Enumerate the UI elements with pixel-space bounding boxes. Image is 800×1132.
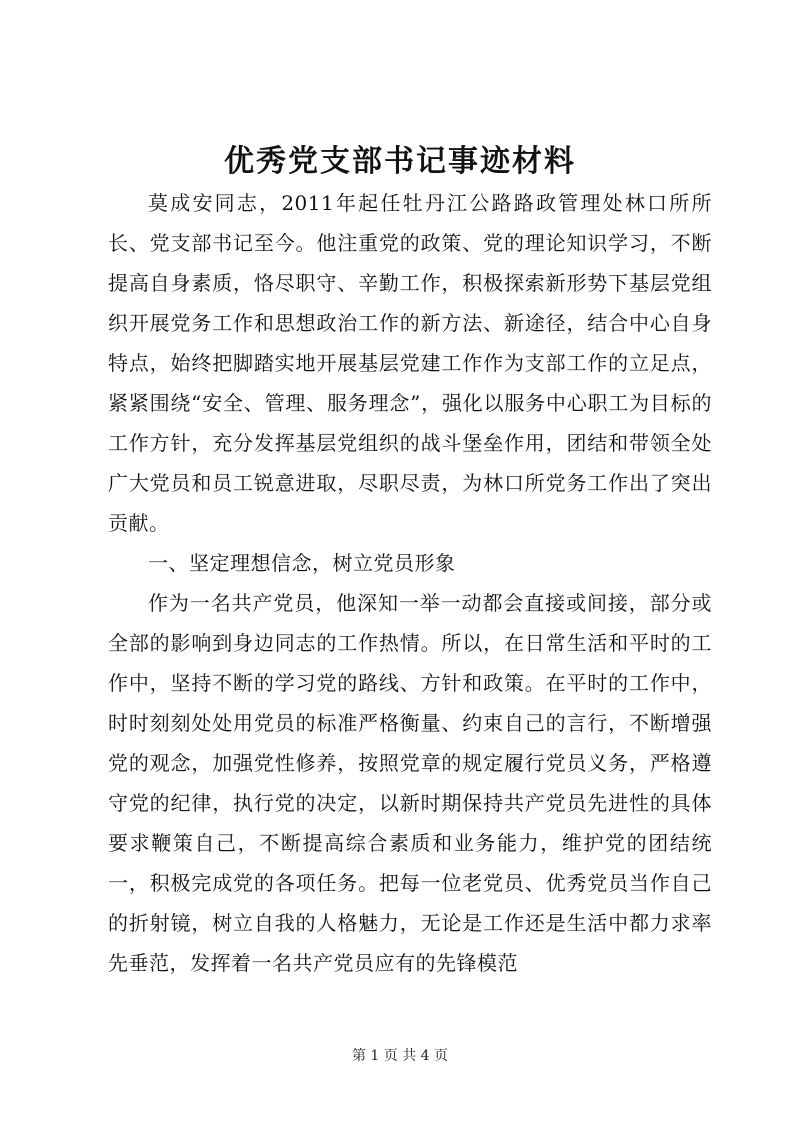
- intro-paragraph: 莫成安同志，2011年起任牡丹江公路路政管理处林口所所长、党支部书记至今。他注重党的政策、党的理论知识学习，不断提高自身素质，恪尽职守、辛勤工作，积极探索新形势下基层党组织开展党务工作和思想政治工作的新方法、新途径，结合中心自身特点，始终把脚踏实地开展基层党建工作作为支部工作的立足点，紧紧围绕“安全、管理、服务理念”，强化以服务中心职工为目标的工作方针，充分发挥基层党组织的战斗堡垒作用，团结和带领全处广大党员和员工锐意进取，尽职尽责，为林口所党务工作出了突出贡献。: [108, 191, 712, 535]
- page-title: 优秀党支部书记事迹材料: [224, 144, 576, 179]
- page-footer: 第 1 页 共 4 页: [351, 1048, 449, 1064]
- document-body: [108, 183, 712, 983]
- section-heading: 一、坚定理想信念，树立党员形象: [148, 551, 456, 575]
- section-paragraph: 作为一名共产党员，他深知一举一动都会直接或间接，部分或全部的影响到身边同志的工作热情。所以，在日常生活和平时的工作中，坚持不断的学习党的路线、方针和政策。在平时的工作中，时时刻刻处处用党员的标准严格衡量、约束自己的言行，不断增强党的观念，加强党性修养，按照党章的规定履行党员义务，严格遵守党的纪律，执行党的决定，以新时期保持共产党员先进性的具体要求鞭策自己，不断提高综合素质和业务能力，维护党的团结统一，积极完成党的各项任务。把每一位老党员、优秀党员当作自己的折射镜，树立自我的人格魅力，无论是工作还是生活中都力求率先垂范，发挥着一名共产党员应有的先锋模范: [108, 591, 712, 975]
